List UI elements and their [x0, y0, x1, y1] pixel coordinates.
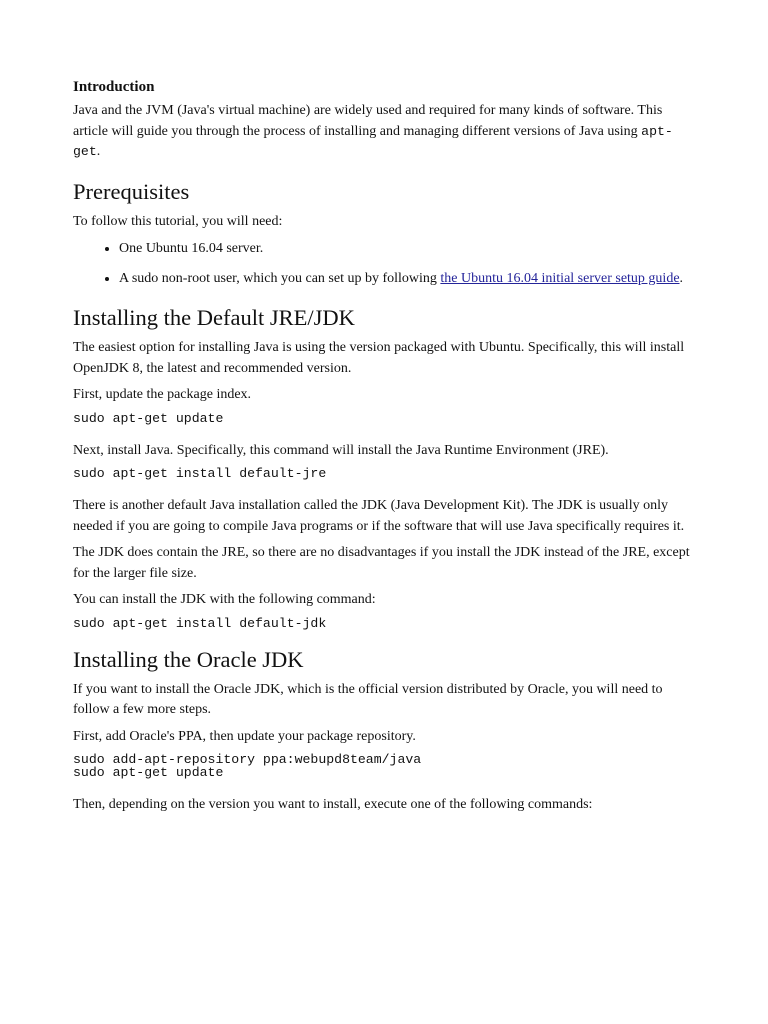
list-item-text: A sudo non-root user, which you can set up by following [119, 270, 441, 286]
default-jdk-paragraph-6: You can install the JDK with the following command: [73, 592, 376, 607]
default-jdk-paragraph-5: The JDK does contain the JRE, so there are no disadvantages if you install the JDK instead of the JRE, except for the larger file size. [73, 545, 690, 581]
intro-text: Java and the JVM (Java's virtual machine) are widely used and required for many kinds of software. This article will guide you through the process of installing and managing different versions of Java using [73, 103, 663, 139]
prerequisites-lead: To follow this tutorial, you will need: [73, 213, 283, 229]
default-jdk-paragraph-3: Next, install Java. Specifically, this command will install the Java Runtime Environment (JRE). [73, 442, 609, 458]
prerequisites-list [73, 238, 698, 289]
code-block-install-jdk: sudo apt-get install default-jdk [73, 615, 327, 631]
oracle-jdk-paragraph-3: Then, depending on the version you want to install, execute one of the following commands: [73, 797, 593, 812]
intro-inline-code: apt-get [73, 123, 673, 159]
code-block-install-jre: sudo apt-get install default-jre [73, 466, 327, 481]
code-block-update: sudo apt-get update [73, 410, 224, 426]
document-body [73, 76, 698, 822]
list-item: • One Ubuntu 16.04 server. [119, 238, 698, 260]
introduction-heading: Introduction [73, 79, 155, 95]
oracle-jdk-paragraph-1: If you want to install the Oracle JDK, which is the official version distributed by Oracle, you will need to follow a few more steps. [73, 681, 663, 717]
oracle-jdk-paragraph-2: First, add Oracle's PPA, then update your package repository. [73, 728, 416, 744]
default-jdk-heading: Installing the Default JRE/JDK [73, 305, 355, 330]
list-item-text-end: . [679, 270, 684, 286]
default-jdk-paragraph-1: The easiest option for installing Java is using the version packaged with Ubuntu. Specifically, this will install OpenJDK 8, the latest and recommended version. [73, 340, 685, 376]
default-jdk-paragraph-4: There is another default Java installation called the JDK (Java Development Kit). The JDK is usually only needed if you are going to compile Java programs or if the software that will use Java specifically requires it. [73, 498, 685, 534]
prerequisites-heading: Prerequisites [73, 178, 190, 204]
default-jdk-paragraph-2: First, update the package index. [73, 387, 252, 402]
code-block-add-ppa: sudo add-apt-repository ppa:webupd8team/java sudo apt-get update [73, 752, 422, 780]
intro-text-end: . [96, 144, 101, 159]
setup-guide-link[interactable]: the Ubuntu 16.04 initial server setup guide [440, 270, 680, 286]
introduction-paragraph [73, 101, 698, 163]
oracle-jdk-heading: Installing the Oracle JDK [73, 646, 304, 672]
list-item [119, 268, 698, 290]
